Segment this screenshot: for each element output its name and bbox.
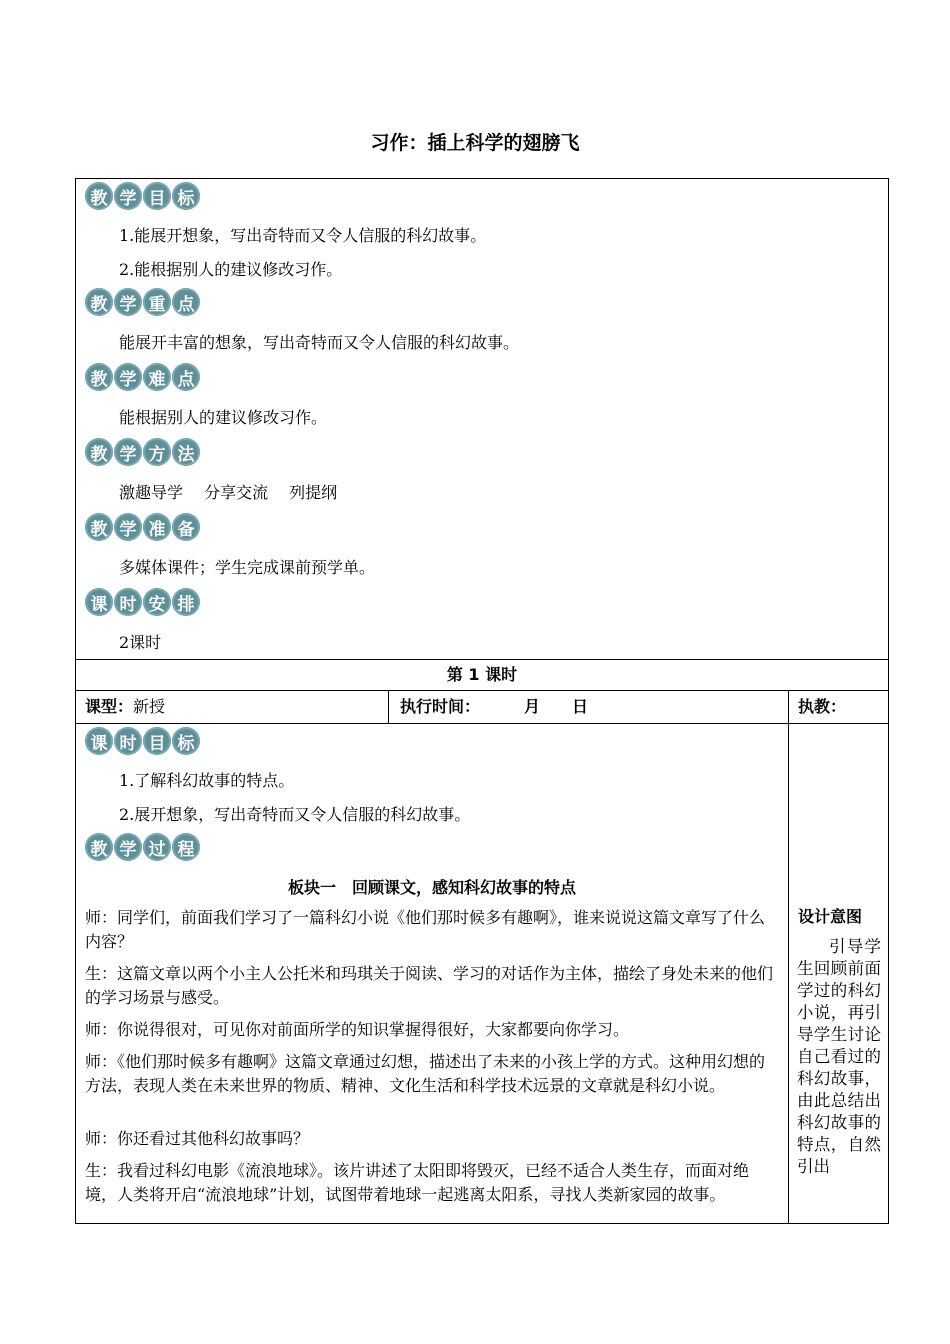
schedule-text: 2课时 [119,633,162,652]
preparation-text: 多媒体课件；学生完成课前预学单。 [119,558,376,577]
badge-char: 课 [85,588,113,616]
execution-time-cell [388,690,789,724]
badge-char: 学 [114,513,142,541]
dialogue-paragraph: 师：你说得很对，可见你对前面所学的知识掌握得很好，大家都要向你学习。 [85,1020,630,1039]
dialogue-paragraph: 师：《他们那时候多有趣啊》这篇文章通过幻想，描述出了未来的小孩上学的方式。这种用幻想的方法，表现人类在未来世界的物质、精神、文化生活和科学技术远景的文章就是科幻小说。 [85,1052,766,1095]
badge-char: 教 [85,438,113,466]
lesson-type-label: 课型： [85,697,134,716]
badge-char: 目 [143,182,171,210]
overview-box [75,178,889,660]
badge-char: 排 [172,588,200,616]
objective-1: 1.能展开想象，写出奇特而又令人信服的科幻故事。 [119,226,487,245]
method-badge [85,438,200,466]
execution-time-label: 执行时间： [400,697,481,716]
difficulty-text: 能根据别人的建议修改习作。 [119,408,328,427]
difficulty-badge [85,363,200,391]
badge-char: 程 [172,833,200,861]
goals-badge [85,727,200,755]
badge-char: 学 [114,182,142,210]
dialogue-paragraph: 生：这篇文章以两个小主人公托米和玛琪关于阅读、学习的对话作为主体，描绘了身处未来的他们的学习场景与感受。 [85,964,774,1007]
process-badge [85,833,200,861]
badge-char: 教 [85,833,113,861]
lesson-main-cell [75,723,789,1224]
badge-char: 课 [85,727,113,755]
goal-1: 1.了解科幻故事的特点。 [119,771,295,790]
badge-char: 准 [143,513,171,541]
badge-char: 教 [85,288,113,316]
methods-text: 激趣导学 分享交流 列提纲 [119,483,338,502]
teacher-cell [788,690,889,724]
badge-char: 过 [143,833,171,861]
badge-char: 时 [114,588,142,616]
badge-char: 学 [114,363,142,391]
badge-char: 学 [114,438,142,466]
schedule-badge [85,588,200,616]
badge-char: 方 [143,438,171,466]
dialogue-paragraph: 师：同学们，前面我们学习了一篇科幻小说《他们那时候多有趣啊》，谁来说说这篇文章写了什么内容？ [85,908,766,951]
design-intent-cell [788,723,889,1224]
badge-char: 备 [172,513,200,541]
badge-char: 教 [85,513,113,541]
objective-2: 2.能根据别人的建议修改习作。 [119,260,343,279]
execution-time-value: 月 日 [524,697,589,716]
badge-char: 目 [143,727,171,755]
badge-char: 教 [85,363,113,391]
objectives-badge [85,182,200,210]
key-point-badge [85,288,200,316]
badge-char: 学 [114,288,142,316]
section-title: 板块一 回顾课文，感知科幻故事的特点 [287,878,576,897]
design-intent-text: 引导学生回顾前面学过的科幻小说，再引导学生讨论自己看过的科幻故事，由此总结出科幻故事的特点，自然引出 [797,937,881,1176]
dialogue-paragraph: 生：我看过科幻电影《流浪地球》。该片讲述了太阳即将毁灭，已经不适合人类生存，而面对绝境，人类将开启“流浪地球”计划，试图带着地球一起逃离太阳系，寻找人类新家园的故事。 [85,1161,750,1204]
badge-char: 时 [114,727,142,755]
lesson-type-cell [75,690,389,724]
badge-char: 点 [172,288,200,316]
badge-char: 教 [85,182,113,210]
preparation-badge [85,513,200,541]
badge-char: 标 [172,182,200,210]
badge-char: 标 [172,727,200,755]
badge-char: 学 [114,833,142,861]
goal-2: 2.展开想象，写出奇特而又令人信服的科幻故事。 [119,805,471,824]
key-point-text: 能展开丰富的想象，写出奇特而又令人信服的科幻故事。 [119,333,520,352]
dialogue-paragraph: 师：你还看过其他科幻故事吗？ [85,1129,310,1148]
badge-char: 重 [143,288,171,316]
badge-char: 法 [172,438,200,466]
lesson-type-value: 新授 [133,697,166,716]
badge-char: 安 [143,588,171,616]
badge-char: 点 [172,363,200,391]
design-intent-label: 设计意图 [798,907,863,926]
lesson-heading: 第 1 课时 [75,659,889,691]
page-title: 习作：插上科学的翅膀飞 [370,132,580,154]
teacher-label: 执教： [798,697,847,716]
badge-char: 难 [143,363,171,391]
